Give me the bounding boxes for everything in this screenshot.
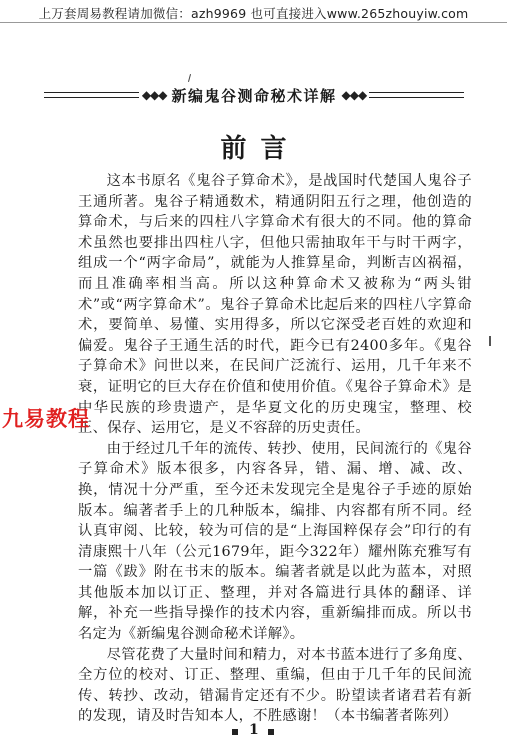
preface-body [78, 171, 472, 727]
page-number-dot-left [232, 729, 238, 735]
paragraph-3: 尽管花费了大量时间和精力，对本书蓝本进行了多角度、全方位的校对、订正、整理、重编，但由于几千年的民间流传、转抄、改动，错漏肯定还有不少。盼望读者诸君若有新的发现，请及时告知本人，不胜感谢！（本书编著者陈列） [78, 646, 472, 725]
header-rule-left [44, 92, 139, 98]
page-title: 前言 [220, 134, 301, 164]
running-header [44, 80, 464, 110]
ornament-left-icon: ◆◆◆ [141, 88, 167, 102]
paragraph-1: 这本书原名《鬼谷子算命术》，是战国时代楚国人鬼谷子王通所著。鬼谷子精通数术，精通阴阳五行之理，他创造的算命术，与后来的四柱八字算命术有很大的不同。他的算命术虽然也要排出四柱八字，但他只需抽取年干与时干两字，组成一个“两字命局”，就能为人推算星命，判断吉凶祸福，而且准确率相当高。所以这种算命术又被称为“两头钳术”或“两字算命术”。鬼谷子算命术比起后来的四柱八字算命术，要简单、易懂、实用得多，所以它深受老百姓的欢迎和偏爱。鬼谷子王通生活的时代，距今已有2400多年。《鬼谷子算命术》问世以来，在民间广泛流行、运用，几千年来不衰，证明它的巨大存在价值和使用价值。《鬼谷子算命术》是中华民族的珍贵遗产，是华夏文化的历史瑰宝，整理、校正、保存、运用它，是义不容辞的历史责任。 [78, 173, 472, 437]
page-number: 1 [249, 722, 259, 738]
running-header-title: 新编鬼谷测命秘术详解 [171, 86, 337, 105]
watermark-stamp: 九易教程 [2, 407, 90, 431]
top-divider [0, 22, 507, 23]
margin-mark [489, 336, 491, 346]
page-number-dot-right [268, 729, 274, 735]
paragraph-2: 由于经过几千年的流传、转抄、使用，民间流行的《鬼谷子算命术》版本很多，内容各异，错、漏、增、减、改、换，情况十分严重，至今还未发现完全是鬼谷子手迹的原始版本。编著者手上的几种版本，编排、内容都有所不同。经认真审阅、比较，较为可信的是“上海国粹保存会”印行的有清康熙十八年（公元1679年，距今322年）耀州陈充雅写有一篇《跋》附在书末的版本。编著者就是以此为蓝本，对照其他版本加以订正、整理，并对各篇进行具体的翻译、详解，补充一些指导操作的技术内容，重新编排而成。所以书名定为《新编鬼谷测命秘术详解》。 [78, 440, 472, 643]
watermark-banner: 上万套周易教程请加微信：azh9969 也可直接进入www.265zhouyiw.com [38, 6, 469, 21]
ornament-right-icon: ◆◆◆ [341, 88, 367, 102]
header-rule-right [369, 92, 464, 98]
